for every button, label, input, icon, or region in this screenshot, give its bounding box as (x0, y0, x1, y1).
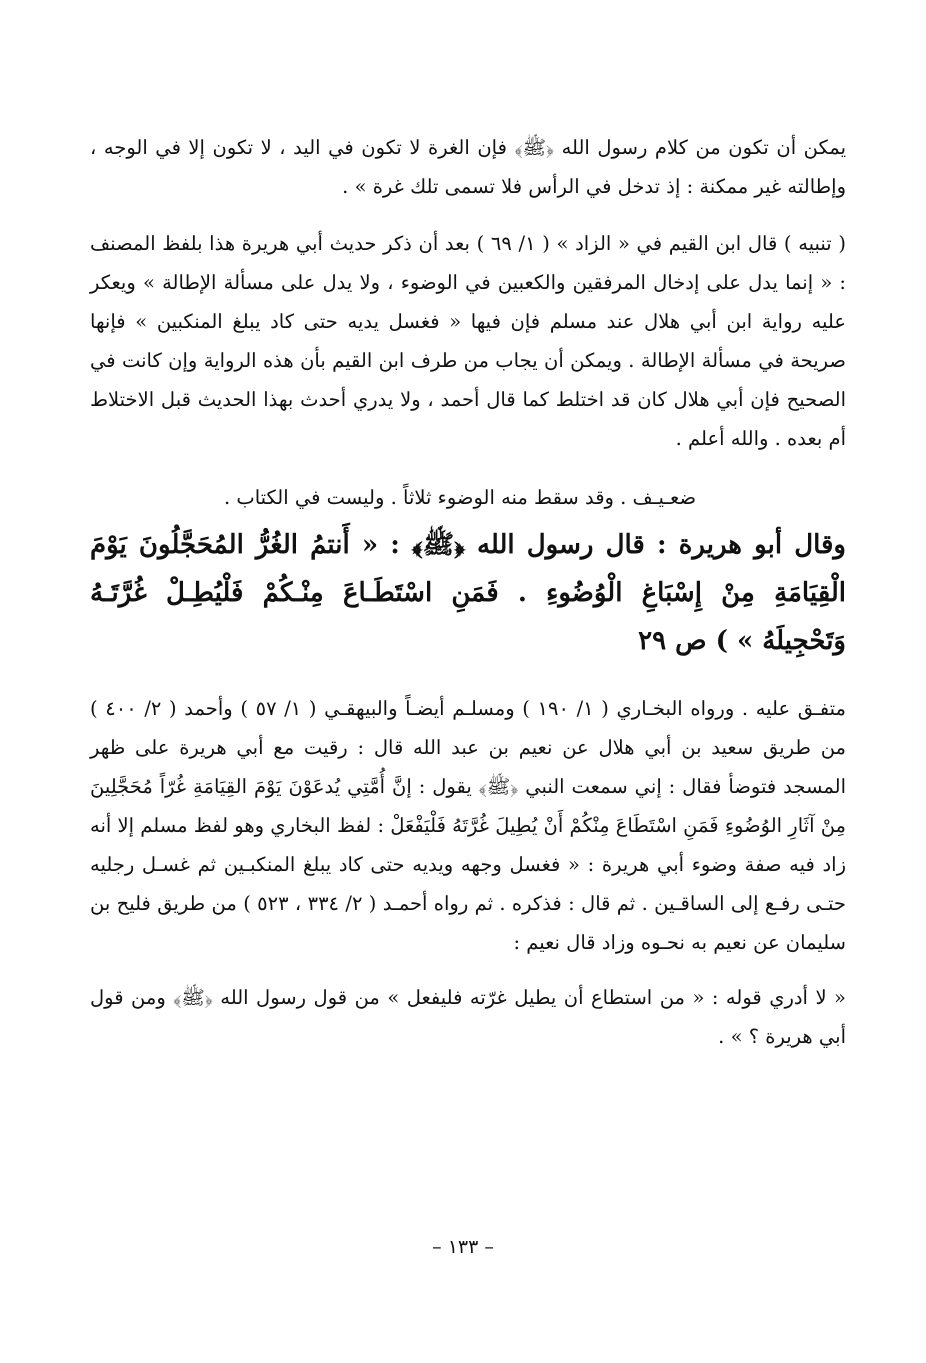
page-number: – ١٣٣ – (432, 1236, 494, 1258)
paragraph-continuation: يمكن أن تكون من كلام رسول الله ﴿ﷺ﴾ فإن الغرة لا تكون في اليد ، لا تكون إلا في الوجه ، وإطالته غير ممكنة : إذ تدخل في الرأس فلا تسمى تلك غرة » . (90, 136, 846, 198)
paragraph-note-ibn-qayyim: ( تنبيه ) قال ابن القيم في « الزاد » ( ١/ ٦٩ ) بعد أن ذكر حديث أبي هريرة هذا بلفظ المصنف : « إنما يدل على إدخال المرفقين والكعبين في الوضوء ، ولا يدل على مسألة الإطالة » ويعكر عليه رواية ابن أبي هلال عند مسلم فإن فيها « فغسل يديه حتى كاد يبلغ المنكبين » فإنها صريحة في مسألة الإطالة . ويمكن أن يجاب من طرف ابن القيم بأن هذه الرواية وإن كانت في الصحيح فإن أبي هلال كان قد اختلط كما قال أحمد ، ولا يدري أحدث بهذا الحديث قبل الاختلاط أم بعده . والله أعلم . (90, 232, 846, 450)
hadith-text: وقال أبو هريرة : قال رسول الله ﴿ﷺ﴾ : « أَنتمُ الغُرُّ المُحَجَّلُونَ يَوْمَ الْقِيَامَةِ مِنْ إِسْبَاغِ الْوُضُوءِ . فَمَنِ اسْتَطَـاعَ مِنْـكُمْ فَلْيُطِـلْ غُرَّتَـهُ وَتَحْجِيلَهُ » ) ص ٢٩ (90, 530, 846, 656)
paragraph-daif-note: ضعـيـف . وقد سقط منه الوضوء ثلاثاً . وليست في الكتاب . (223, 486, 696, 509)
paragraph-quote-nuaim: « لا أدري قوله : « من استطاع أن يطيل غرّته فليفعل » من قول رسول الله ﴿ﷺ﴾ ومن قول أبي هريرة ؟ » . (90, 986, 846, 1048)
paragraph-takhrij: متفـق عليه . ورواه البخـاري ( ١/ ١٩٠ ) ومسلـم أيضـاً والبيهقـي ( ١/ ٥٧ ) وأحمد ( ٢/ ٤٠٠ ) من طريق سعيد بن أبي هلال عن نعيم بن عبد الله قال : رقيت مع أبي هريرة على ظهر المسجد فتوضأ فقال : إني سمعت النبي ﴿ﷺ﴾ يقول : إنَّ أُمَّتِي يُدعَوْنَ يَوْمَ القِيَامَةِ غُرّاً مُحَجَّلِينَ مِنْ آثَارِ الوُضُوءِ فَمَنِ اسْتَطَاعَ مِنْكُمْ أَنْ يُطِيلَ غُرَّتَهُ فَلْيَفْعَلْ : لفظ البخاري وهو لفظ مسلم إلا أنه زاد فيه صفة وضوء أبي هريرة : « فغسل وجهه ويديه حتى كاد يبلغ المنكبـين ثم غسـل رجليه حتـى رفـع إلى الساقـين . ثم قال : فذكره . ثم رواه أحمـد ( ٢/ ٣٣٤ ، ٥٢٣ ) من طريق فليح بن سليمان عن نعيم به نحـوه وزاد قال نعيم : (90, 697, 846, 954)
